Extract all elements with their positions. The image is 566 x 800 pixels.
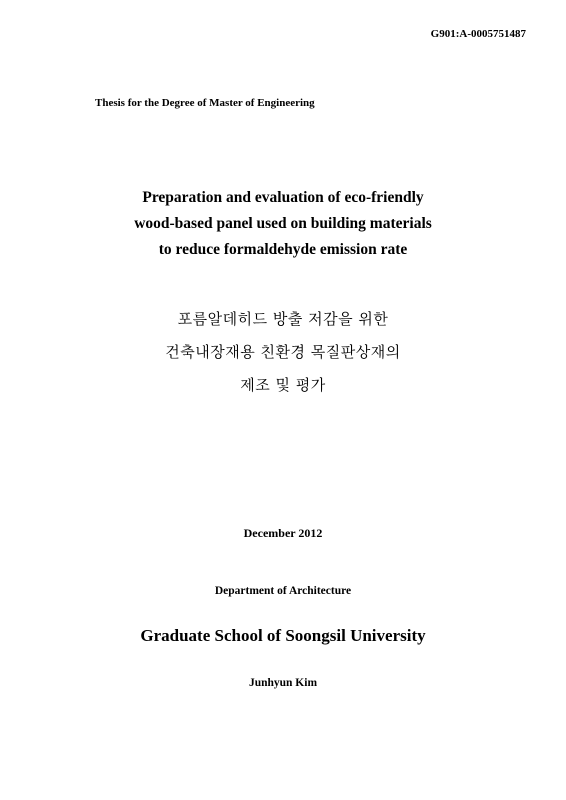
document-id: G901:A-0005751487: [430, 28, 526, 40]
department-name: Department of Architecture: [214, 585, 352, 597]
author-name: Junhyun Kim: [248, 677, 318, 689]
english-title-line: to reduce formaldehyde emission rate: [158, 241, 408, 258]
submission-date: December 2012: [243, 526, 323, 540]
school-name: Graduate School of Soongsil University: [140, 626, 426, 645]
english-title-line: wood-based panel used on building materials: [134, 215, 432, 232]
english-title-line: Preparation and evaluation of eco-friendly: [142, 189, 424, 206]
korean-title-line: 포름알데히드 방출 저감을 위한: [177, 310, 389, 328]
korean-title-line: 건축내장재용 친환경 목질판상재의: [165, 343, 401, 361]
degree-line: Thesis for the Degree of Master of Engineering: [95, 97, 315, 109]
korean-title: [0, 303, 566, 402]
english-title: [0, 185, 566, 263]
korean-title-line: 제조 및 평가: [240, 376, 326, 394]
